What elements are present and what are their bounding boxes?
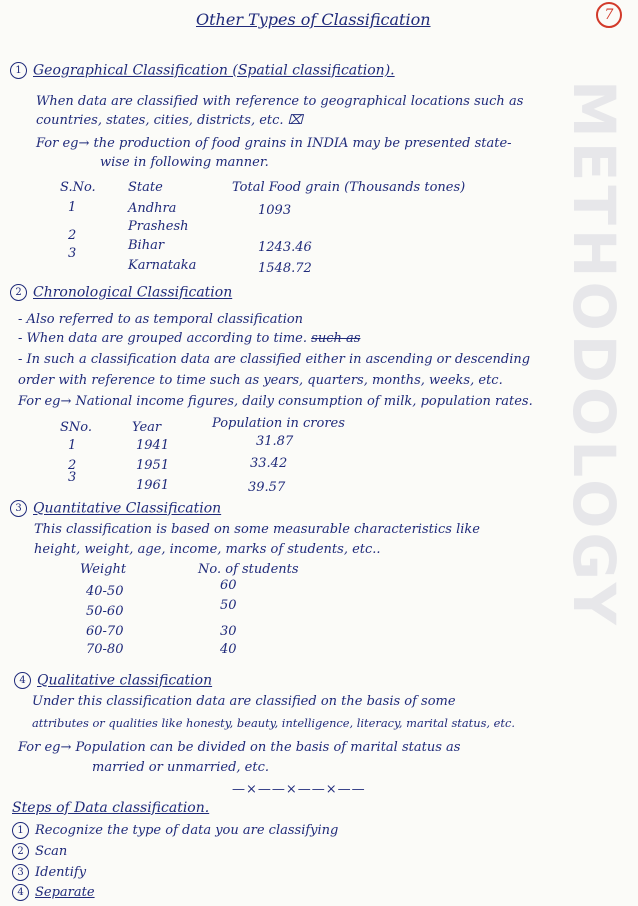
table-2-cell: 2 [68, 458, 77, 473]
table-1-cell: 1 [68, 200, 77, 215]
table-3-cell: 30 [220, 624, 237, 639]
step-number: 2 [12, 843, 29, 860]
step-text: Identify [35, 865, 87, 880]
section-1-title: Geographical Classification (Spatial classification). [33, 62, 395, 79]
section-2-line-4: order with reference to time such as years, quarters, months, weeks, etc. [18, 373, 503, 388]
section-2-heading [10, 284, 232, 301]
section-3-title: Quantitative Classification [33, 500, 222, 517]
step-number: 3 [12, 864, 29, 881]
table-1-cell: 1548.72 [258, 261, 312, 276]
section-2-line-5: For eg→ National income figures, daily consumption of milk, population rates. [18, 394, 533, 409]
table-2-header-sno: SNo. [60, 420, 93, 435]
table-1-cell: 1093 [258, 203, 292, 218]
section-4-line-2: attributes or qualities like honesty, beauty, intelligence, literacy, marital status, etc. [32, 716, 515, 730]
table-2-cell: 33.42 [250, 456, 288, 471]
section-2-title: Chronological Classification [33, 284, 233, 301]
section-3-line-2: height, weight, age, income, marks of students, etc.. [34, 542, 381, 557]
table-1-cell: Andhra Prashesh [128, 201, 189, 234]
page-title: Other Types of Classification [196, 10, 431, 29]
section-separator: —×——×——×—— [232, 782, 366, 797]
background-watermark: METHODOLOGY [560, 80, 628, 629]
table-3-header-weight: Weight [80, 562, 127, 577]
table-2-cell: 39.57 [248, 480, 286, 495]
section-2-line-1: - Also referred to as temporal classification [18, 312, 304, 327]
section-2-line-2-text: - When data are grouped according to time. [18, 331, 308, 346]
struck-out-text: such as [311, 331, 361, 346]
table-1-header-total: Total Food grain (Thousands tones) [232, 180, 466, 195]
table-2-cell: 1 [68, 438, 77, 453]
table-1-cell: 3 [68, 246, 77, 261]
section-4-line-1: Under this classification data are classified on the basis of some [32, 694, 456, 709]
section-2-line-2 [18, 331, 360, 346]
table-3-cell: 50 [220, 598, 237, 613]
table-2-cell: 1951 [136, 458, 170, 473]
step-text: Scan [35, 844, 68, 859]
table-2-header-year: Year [132, 420, 162, 435]
table-1-header-state: State [128, 180, 163, 195]
table-1-cell: Karnataka [128, 258, 197, 273]
section-1-number: 1 [10, 62, 27, 79]
step-number: 1 [12, 822, 29, 839]
steps-heading: Steps of Data classification. [12, 800, 210, 816]
section-4-line-4: married or unmarried, etc. [92, 760, 270, 775]
step-item [12, 822, 338, 839]
table-3-header-students: No. of students [198, 562, 299, 577]
table-2-cell: 1941 [136, 438, 170, 453]
table-3-cell: 40-50 [86, 584, 124, 599]
table-3-cell: 60 [220, 578, 237, 593]
table-3-cell: 50-60 [86, 604, 124, 619]
table-2-header-population: Population in crores [212, 416, 345, 431]
step-text: Recognize the type of data you are classifying [35, 823, 339, 838]
section-3-line-1: This classification is based on some measurable characteristics like [34, 522, 480, 537]
step-item [12, 864, 86, 881]
step-number: 4 [12, 884, 29, 901]
section-4-number: 4 [14, 672, 31, 689]
table-3-cell: 70-80 [86, 642, 124, 657]
step-item [12, 884, 95, 901]
section-1-line-2: countries, states, cities, districts, etc. ⌧ [36, 113, 303, 128]
section-4-heading [14, 672, 212, 689]
table-1-header-sno: S.No. [60, 180, 96, 195]
table-3-cell: 40 [220, 642, 237, 657]
section-2-number: 2 [10, 284, 27, 301]
section-2-line-3: - In such a classification data are classified either in ascending or descending [18, 352, 531, 367]
section-4-title: Qualitative classification [37, 672, 213, 689]
section-1-line-3: For eg→ the production of food grains in INDIA may be presented state- [36, 136, 512, 151]
step-text: Separate [35, 885, 95, 900]
section-1-heading [10, 62, 395, 79]
page-number: 7 [596, 2, 622, 28]
section-4-line-3: For eg→ Population can be divided on the basis of marital status as [18, 740, 461, 755]
section-1-line-1: When data are classified with reference to geographical locations such as [36, 94, 524, 109]
table-1-cell: Bihar [128, 238, 165, 253]
table-2-cell: 1961 [136, 478, 170, 493]
table-3-cell: 60-70 [86, 624, 124, 639]
section-3-heading [10, 500, 221, 517]
table-2-cell: 31.87 [256, 434, 294, 449]
table-1-cell: 1243.46 [258, 240, 312, 255]
step-item [12, 843, 67, 860]
section-3-number: 3 [10, 500, 27, 517]
table-1-cell: 2 [68, 228, 77, 243]
table-2-cell: 3 [68, 470, 77, 485]
section-1-line-4: wise in following manner. [100, 155, 269, 170]
